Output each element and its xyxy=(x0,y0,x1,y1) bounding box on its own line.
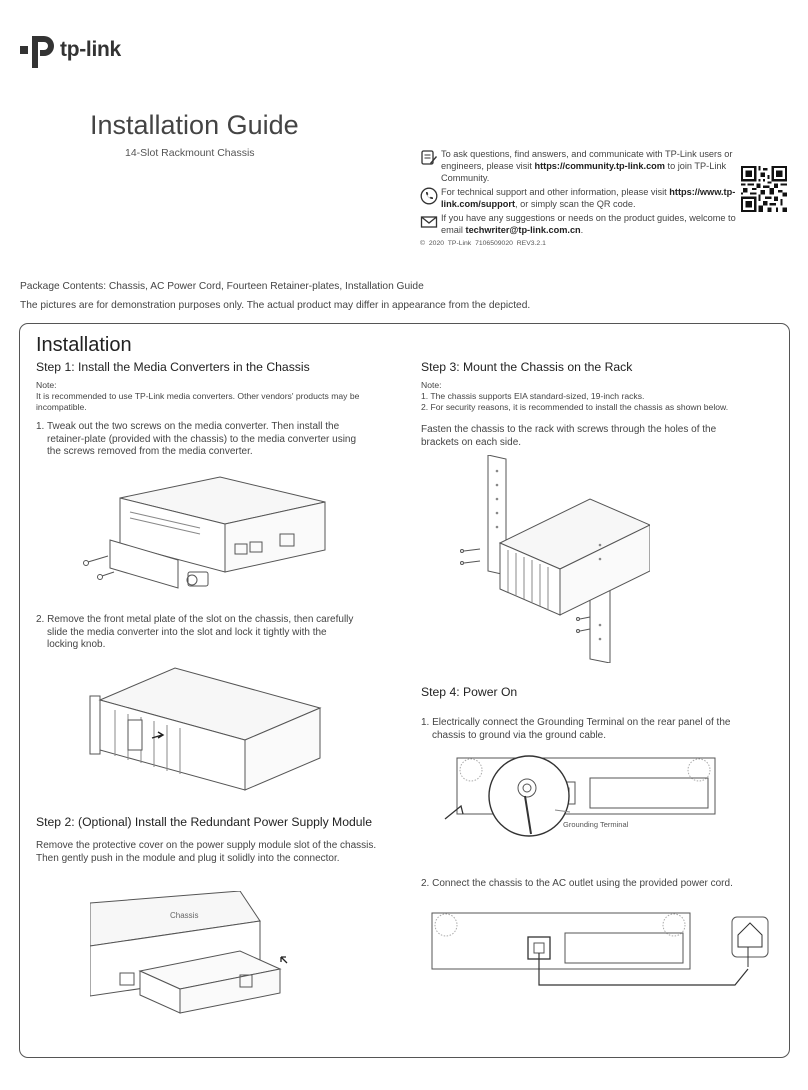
support-link[interactable]: https://www.tp-link.com/support xyxy=(441,187,736,209)
support-text: For technical support and other information, please visit https://www.tp-link.com/support, or simply scan the QR code. xyxy=(441,187,736,209)
support-row xyxy=(420,186,740,210)
disclaimer: The pictures are for demonstration purposes only. The actual product may differ in appearance from the depicted. xyxy=(20,300,531,311)
community-link[interactable]: https://community.tp-link.com xyxy=(534,161,665,171)
phone-icon xyxy=(420,187,438,205)
mail-icon xyxy=(420,213,438,231)
grounding-terminal-illustration xyxy=(435,754,725,844)
community-text: To ask questions, find answers, and communicate with TP-Link users or engineers, please visit https://community.tp-link.com to join TP-Link Community. xyxy=(441,149,733,183)
package-contents: Package Contents: Chassis, AC Power Cord, Fourteen Retainer-plates, Installation Guide xyxy=(20,281,424,292)
step4-heading: Step 4: Power On xyxy=(421,685,518,699)
power-supply-module-illustration xyxy=(90,891,310,1016)
step1-note: Note: It is recommended to use TP-Link media converters. Other vendors' products may be incompatible. xyxy=(36,380,360,412)
step1-heading: Step 1: Install the Media Converters in the Chassis xyxy=(36,360,310,374)
contact-info xyxy=(420,148,740,238)
forum-icon xyxy=(420,149,438,167)
step4-item1: 1. Electrically connect the Grounding Terminal on the rear panel of the chassis to ground via the ground cable. xyxy=(421,717,731,741)
ac-power-connection-illustration xyxy=(430,909,775,999)
installation-title: Installation xyxy=(36,334,132,356)
step1-item1: 1. Tweak out the two screws on the media converter. Then install the retainer-plate (provided with the chassis) to the media converter using the screws removed from the media converter. xyxy=(36,421,357,457)
community-row xyxy=(420,148,740,184)
media-converter-retainer-illustration xyxy=(80,472,340,602)
rack-mount-illustration xyxy=(450,455,650,663)
tp-link-logo xyxy=(18,30,121,70)
chassis-label: Chassis xyxy=(170,911,199,920)
feedback-text: If you have any suggestions or needs on the product guides, welcome to email techwriter@tp-link.com.cn. xyxy=(441,213,736,235)
feedback-email-link[interactable]: techwriter@tp-link.com.cn xyxy=(465,225,581,235)
page-title: Installation Guide xyxy=(90,110,299,140)
step3-heading: Step 3: Mount the Chassis on the Rack xyxy=(421,360,633,374)
installation-panel xyxy=(19,323,790,1058)
page-subtitle: 14-Slot Rackmount Chassis xyxy=(125,147,255,159)
tp-link-logo-icon xyxy=(18,30,56,70)
step1-item2: 2. Remove the front metal plate of the slot on the chassis, then carefully slide the media converter into the slot and lock it tightly with the locking knob. xyxy=(36,614,354,650)
copyright: © 2020 TP-Link 7106509020 REV3.2.1 xyxy=(420,240,546,247)
chassis-slot-insertion-illustration xyxy=(80,660,330,795)
step2-text: Remove the protective cover on the power supply module slot of the chassis. Then gently push in the module and plug it solidly into the connector. xyxy=(36,840,377,864)
step2-heading: Step 2: (Optional) Install the Redundant Power Supply Module xyxy=(36,815,373,829)
step3-note: Note: 1. The chassis supports EIA standard-sized, 19-inch racks. 2. For security reasons, it is recommended to install the chassis as shown below. xyxy=(421,380,729,412)
grounding-terminal-label: Grounding Terminal xyxy=(563,820,629,829)
step3-text: Fasten the chassis to the rack with screws through the holes of the brackets on each side. xyxy=(421,424,717,448)
brand-name: tp-link xyxy=(60,38,121,61)
qr-code-icon[interactable] xyxy=(741,166,787,212)
feedback-row xyxy=(420,212,740,236)
step4-item2: 2. Connect the chassis to the AC outlet using the provided power cord. xyxy=(421,878,733,889)
